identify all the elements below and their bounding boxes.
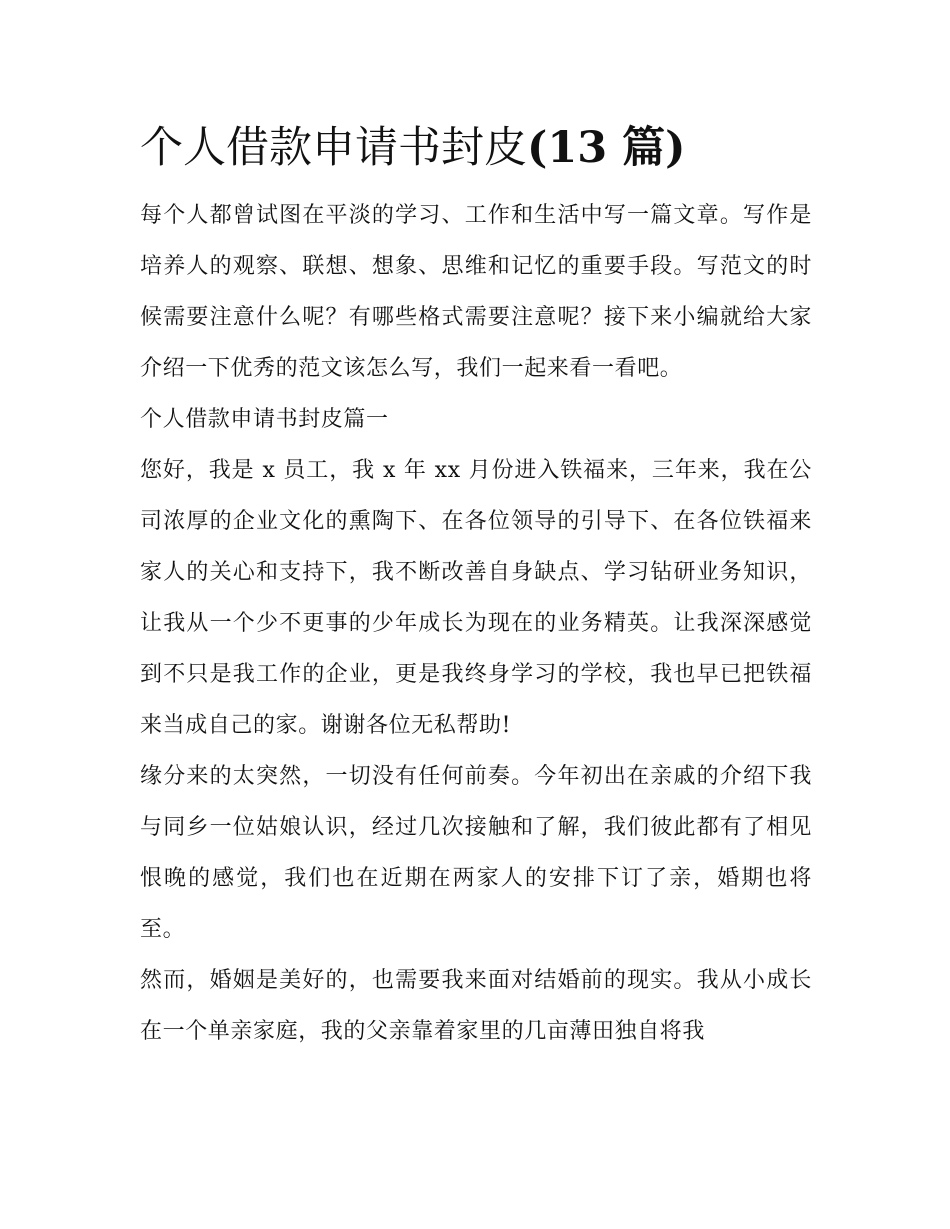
- document-title: [140, 112, 812, 184]
- body-paragraph-3: 然而，婚姻是美好的，也需要我来面对结婚前的现实。我从小成长在一个单亲家庭，我的父亲靠着家里的几亩薄田独自将我: [140, 968, 812, 1044]
- title-suffix: (13 篇): [527, 123, 686, 173]
- body-paragraph-2: 缘分来的太突然，一切没有任何前奏。今年初出在亲戚的介绍下我与同乡一位姑娘认识，经过几次接触和了解，我们彼此都有了相见恨晚的感觉，我们也在近期在两家人的安排下订了亲，婚期也将至。: [140, 764, 812, 942]
- section-heading: 个人借款申请书封皮篇一: [140, 407, 389, 432]
- document-body: [140, 112, 812, 1057]
- intro-paragraph: 每个人都曾试图在平淡的学习、工作和生活中写一篇文章。写作是培养人的观察、联想、想象、思维和记忆的重要手段。写范文的时候需要注意什么呢？有哪些格式需要注意呢？接下来小编就给大家介绍一下优秀的范文该怎么写，我们一起来看一看吧。: [140, 203, 812, 381]
- body-paragraph-1: 您好，我是 x 员工，我 x 年 xx 月份进入铁福来，三年来，我在公司浓厚的企业文化的熏陶下、在各位领导的引导下、在各位铁福来家人的关心和支持下，我不断改善自身缺点、学习钻研业务知识，让我从一个少不更事的少年成长为现在的业务精英。让我深深感觉到不只是我工作的企业，更是我终身学习的学校，我也早已把铁福来当成自己的家。谢谢各位无私帮助!: [140, 458, 812, 738]
- title-main: 个人借款申请书封皮: [140, 123, 527, 173]
